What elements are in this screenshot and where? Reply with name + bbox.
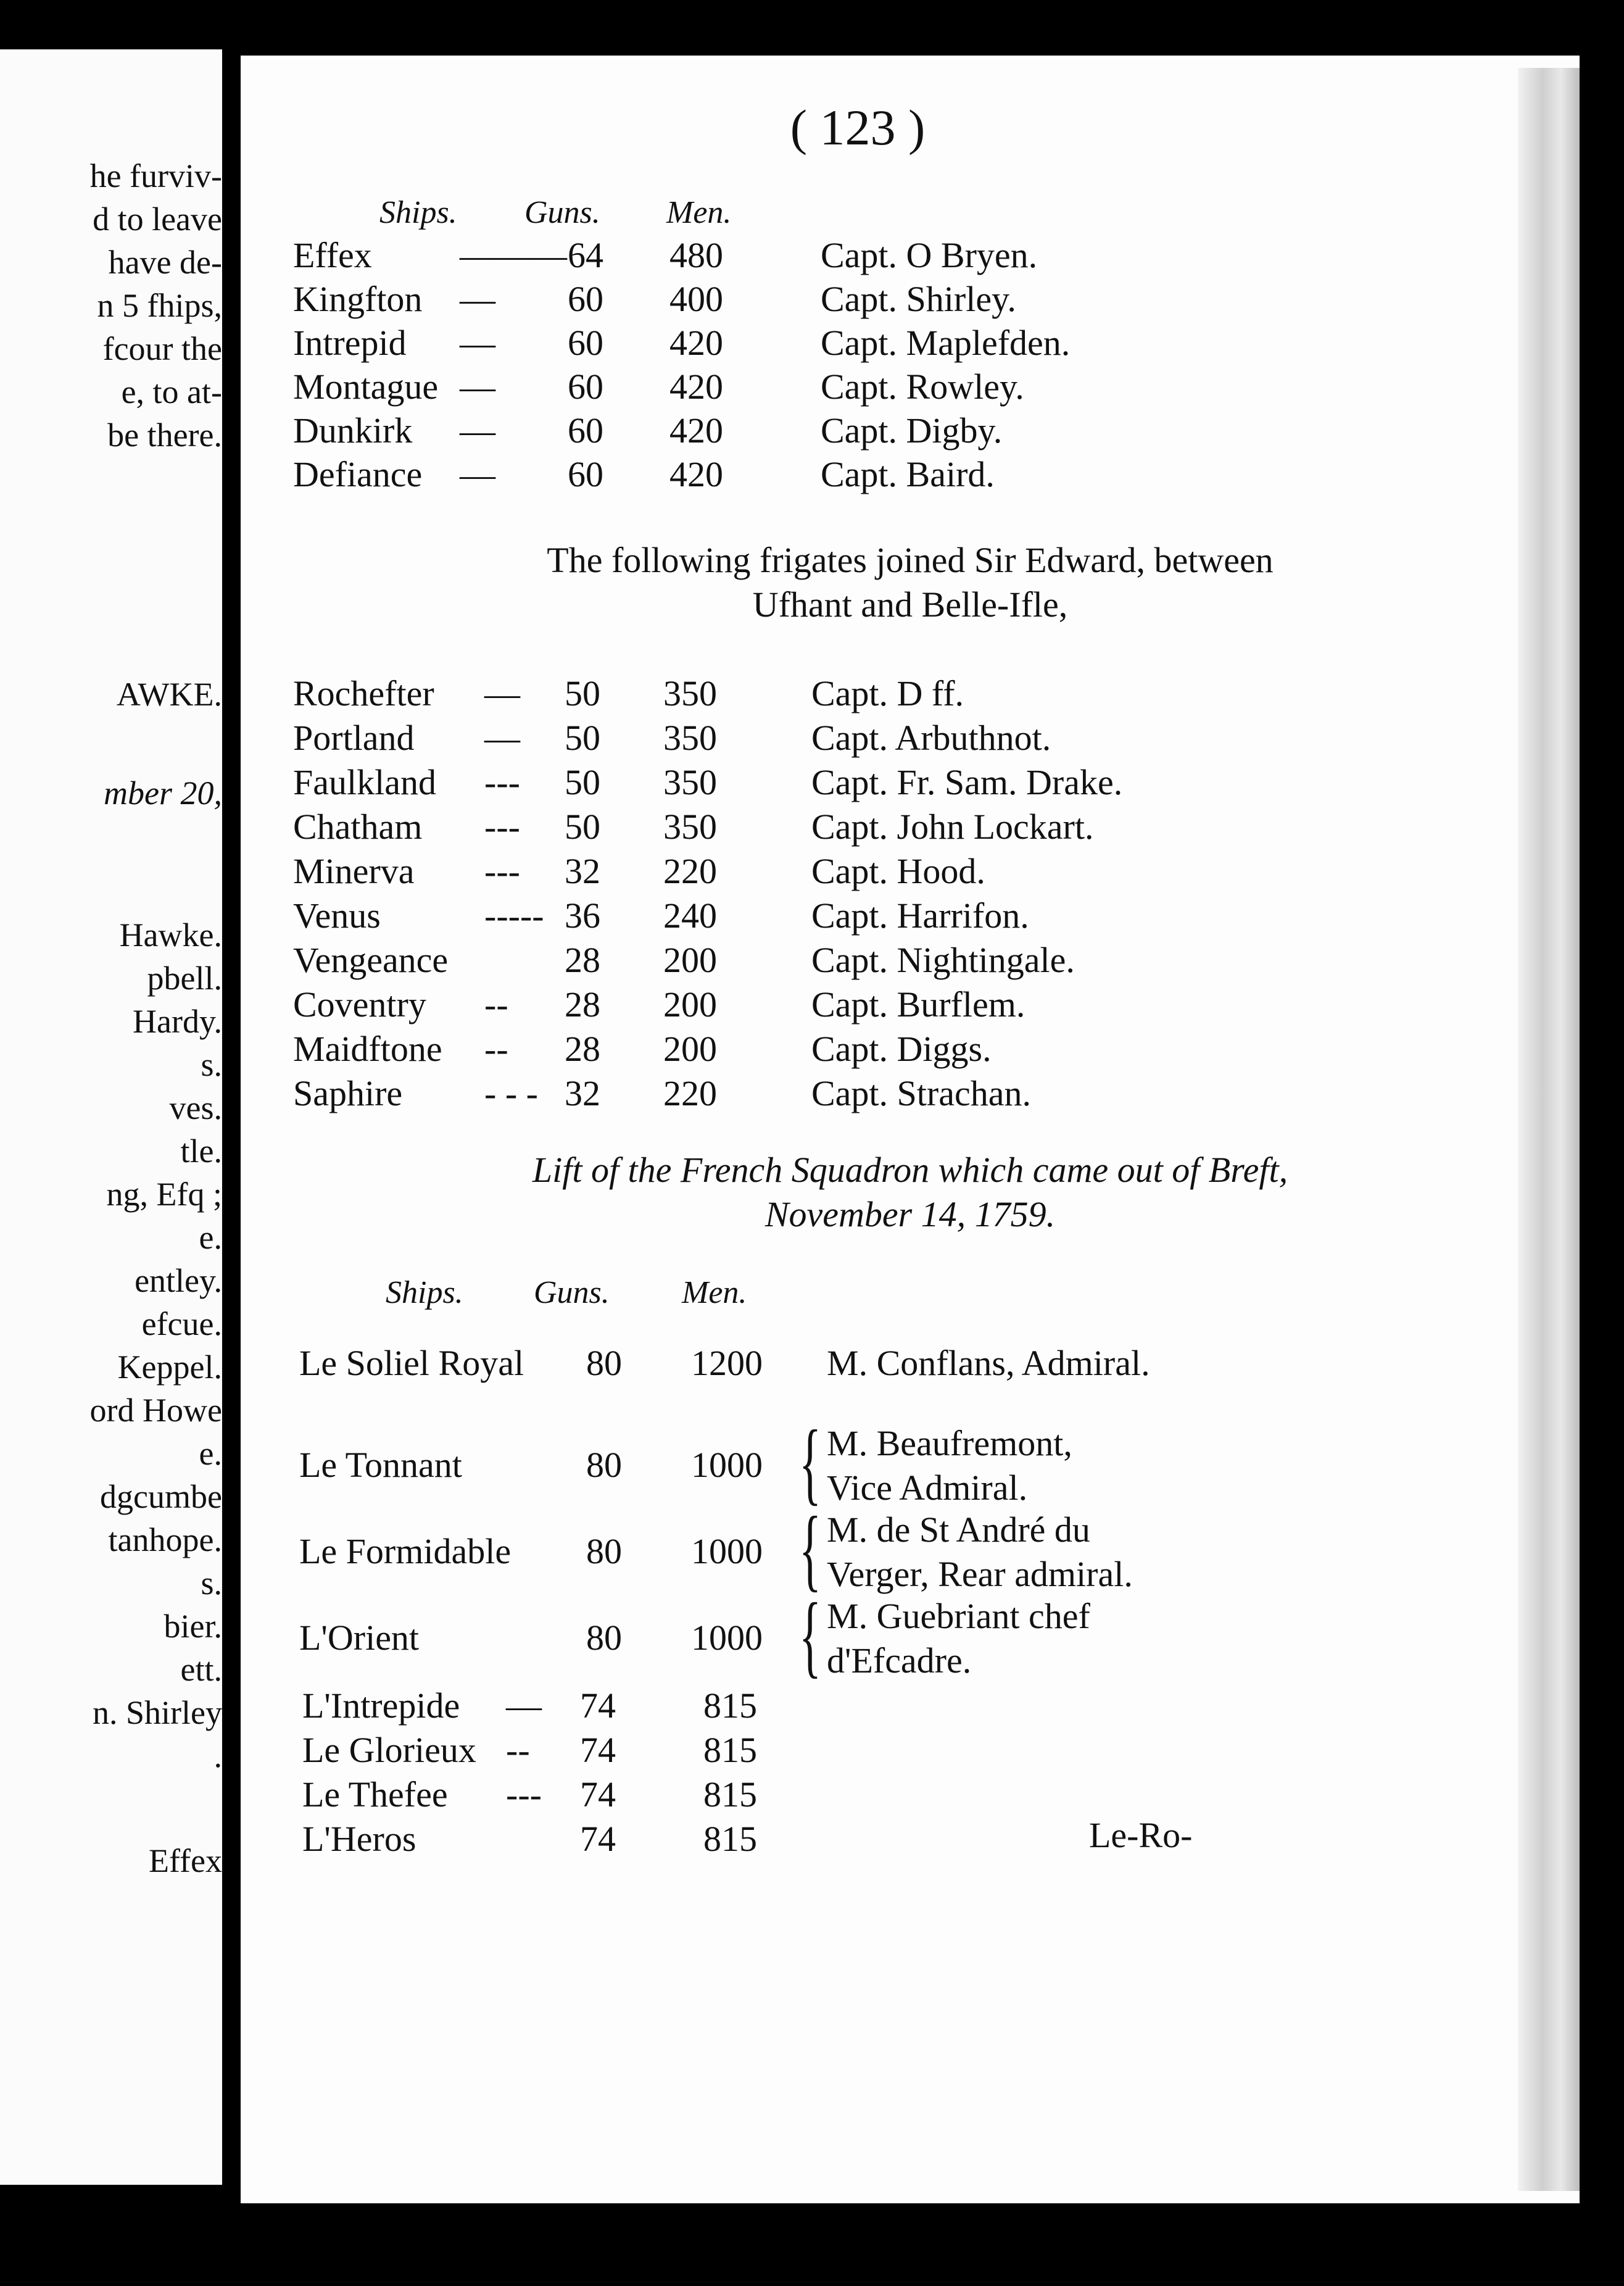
- ship-men: 480: [669, 235, 723, 275]
- ship-dash: - - -: [484, 1073, 538, 1113]
- header2-ships: Ships.: [386, 1275, 463, 1310]
- ship-guns: 50: [565, 673, 600, 713]
- header2-guns: Guns.: [534, 1275, 610, 1310]
- ship-name: Le Formidable: [299, 1531, 512, 1571]
- ship-captain: Capt. Burflem.: [811, 984, 1025, 1025]
- ship-name: Kingfton: [293, 279, 423, 319]
- left-fragment-line: Effex: [149, 1842, 222, 1879]
- catchword: Le-Ro-: [1089, 1815, 1193, 1855]
- ship-guns: 80: [586, 1343, 622, 1383]
- ship-name: Faulkland: [293, 762, 436, 802]
- brace-mark: {: [799, 1411, 821, 1514]
- ship-dash: ---: [484, 762, 520, 802]
- left-fragment-line: tanhope.: [108, 1521, 222, 1558]
- left-fragment-line: ves.: [169, 1089, 222, 1126]
- ship-men: 1000: [691, 1445, 763, 1485]
- ship-guns: 74: [580, 1774, 616, 1814]
- english-ship-row: [293, 454, 1527, 498]
- ship-captain: Capt. Maplefden.: [821, 323, 1071, 363]
- ship-guns: 74: [580, 1819, 616, 1859]
- ship-men: 200: [663, 984, 717, 1025]
- frigate-row: [293, 673, 1527, 717]
- ship-guns: 50: [565, 807, 600, 847]
- ship-name: L'Orient: [299, 1618, 420, 1658]
- left-fragment-line: s.: [201, 1565, 222, 1602]
- french-intro-line-2: November 14, 1759.: [764, 1194, 1056, 1234]
- ship-name: Defiance: [293, 454, 423, 494]
- left-fragment-line: e.: [199, 1219, 222, 1256]
- left-fragment-line: ord Howe: [89, 1392, 222, 1429]
- ship-dash: —: [460, 410, 495, 451]
- ship-dash: —: [460, 454, 495, 494]
- officer-note-line-1: M. Beaufremont,: [827, 1423, 1072, 1463]
- ship-name: Venus: [293, 896, 381, 936]
- left-fragment-line: e.: [199, 1435, 222, 1472]
- ship-guns: 32: [565, 1073, 600, 1113]
- left-fragment-line: n 5 fhips,: [97, 287, 222, 324]
- left-fragment-line: entley.: [135, 1262, 222, 1299]
- left-fragment-line: ng, Efq ;: [106, 1176, 222, 1213]
- ship-name: Saphire: [293, 1073, 403, 1113]
- english-ship-row: [293, 410, 1527, 454]
- ship-men: 420: [669, 323, 723, 363]
- left-fragment-line: d to leave: [93, 201, 222, 238]
- ship-men: 350: [663, 807, 717, 847]
- ship-men: 815: [703, 1774, 757, 1814]
- officer-note-line-2: Verger, Rear admiral.: [827, 1554, 1133, 1594]
- ship-guns: 60: [568, 410, 603, 451]
- ship-dash: ---: [484, 851, 520, 891]
- ship-dash: ---: [506, 1774, 542, 1814]
- ship-captain: Capt. Arbuthnot.: [811, 718, 1051, 758]
- ship-name: Chatham: [293, 807, 423, 847]
- ship-captain: Capt. O Bryen.: [821, 235, 1038, 275]
- english-ship-row: [293, 278, 1527, 323]
- ship-name: Le Thefee: [302, 1774, 448, 1814]
- officer-note-line-2: d'Efcadre.: [827, 1640, 972, 1681]
- left-fragment-line: e, to at-: [121, 373, 222, 410]
- ship-dash: —: [484, 673, 520, 713]
- ship-name: Coventry: [293, 984, 426, 1025]
- header2-men: Men.: [682, 1275, 747, 1310]
- ship-guns: 74: [580, 1730, 616, 1770]
- french-intro-line-1: Lift of the French Squadron which came out of Breft,: [532, 1150, 1288, 1190]
- ship-name: Portland: [293, 718, 415, 758]
- ship-men: 350: [663, 718, 717, 758]
- english-ship-row: [293, 322, 1527, 367]
- ship-men: 200: [663, 1029, 717, 1069]
- ship-captain: Capt. Baird.: [821, 454, 995, 494]
- ship-dash: -----: [484, 896, 544, 936]
- left-fragment-line: dgcumbe: [100, 1478, 222, 1515]
- frigate-row: [293, 1073, 1527, 1117]
- ship-guns: 80: [586, 1618, 622, 1658]
- ship-guns: 36: [565, 896, 600, 936]
- left-fragment-line: have de-: [108, 244, 222, 281]
- left-fragment-line: fcour the: [102, 330, 222, 367]
- ship-captain: Capt. Nightingale.: [811, 940, 1075, 980]
- ship-men: 220: [663, 1073, 717, 1113]
- right-page: [241, 56, 1580, 2203]
- left-fragment-line: pbell.: [147, 960, 222, 997]
- officer-note-line-1: M. Guebriant chef: [827, 1596, 1090, 1636]
- ship-men: 200: [663, 940, 717, 980]
- ship-guns: 60: [568, 279, 603, 319]
- ship-guns: 28: [565, 984, 600, 1025]
- brace-mark: {: [799, 1584, 821, 1687]
- ship-captain: Capt. John Lockart.: [811, 807, 1094, 847]
- ship-guns: 28: [565, 940, 600, 980]
- ship-guns: 60: [568, 323, 603, 363]
- left-fragment-line: be there.: [107, 417, 222, 454]
- ship-captain: Capt. Harrifon.: [811, 896, 1029, 936]
- ship-men: 1200: [691, 1343, 763, 1383]
- left-fragment-line: AWKE.: [116, 676, 222, 713]
- ship-captain: Capt. Hood.: [811, 851, 985, 891]
- left-fragment-line: s.: [201, 1046, 222, 1083]
- ship-name: Minerva: [293, 851, 415, 891]
- page-edge: [1518, 68, 1580, 2191]
- ship-guns: 60: [568, 454, 603, 494]
- officer-note-line-1: M. de St André du: [827, 1510, 1090, 1550]
- ship-name: Rochefter: [293, 673, 434, 713]
- ship-men: 350: [663, 673, 717, 713]
- ship-name: Montague: [293, 367, 439, 407]
- page-number: ( 123 ): [790, 99, 926, 156]
- ship-dash: —: [484, 718, 520, 758]
- left-page-fragment: [0, 49, 222, 2185]
- left-fragment-line: efcue.: [141, 1305, 222, 1342]
- english-ship-row: [293, 366, 1527, 410]
- frigates-intro-line-1: The following frigates joined Sir Edward, between: [547, 540, 1274, 580]
- ship-name: L'Intrepide: [302, 1685, 460, 1726]
- frigate-row: [293, 717, 1527, 762]
- ship-men: 1000: [691, 1618, 763, 1658]
- frigates-intro-line-2: Ufhant and Belle-Ifle,: [752, 584, 1068, 625]
- ship-captain: Capt. Strachan.: [811, 1073, 1031, 1113]
- frigate-row: [293, 984, 1527, 1028]
- ship-name: Dunkirk: [293, 410, 413, 451]
- english-ship-row: [293, 235, 1527, 279]
- left-fragment-line: Keppel.: [117, 1349, 222, 1386]
- left-fragment-line: tle.: [180, 1133, 222, 1170]
- ship-name: Le Soliel Royal: [299, 1343, 524, 1383]
- ship-dash: ---: [484, 807, 520, 847]
- ship-men: 420: [669, 367, 723, 407]
- ship-guns: 50: [565, 762, 600, 802]
- ship-guns: 74: [580, 1685, 616, 1726]
- ship-dash: —: [460, 279, 495, 319]
- ship-captain: Capt. D ff.: [811, 673, 964, 713]
- ship-men: 1000: [691, 1531, 763, 1571]
- ship-name: Le Glorieux: [302, 1730, 476, 1770]
- ship-men: 420: [669, 454, 723, 494]
- header-men: Men.: [666, 195, 732, 230]
- ship-dash: —: [506, 1685, 542, 1726]
- ship-guns: 50: [565, 718, 600, 758]
- left-fragment-line: Hardy.: [133, 1003, 222, 1040]
- ship-name: Maidftone: [293, 1029, 442, 1069]
- ship-name: Intrepid: [293, 323, 407, 363]
- header-ships: Ships.: [379, 195, 457, 230]
- french-74-row: [302, 1685, 981, 1729]
- ship-dash: --: [484, 1029, 508, 1069]
- frigate-row: [293, 939, 1527, 984]
- ship-name: Effex: [293, 235, 372, 275]
- left-fragment-line: bier.: [164, 1608, 222, 1645]
- ship-dash: —: [460, 367, 495, 407]
- french-74-row: [302, 1818, 981, 1863]
- ship-men: 400: [669, 279, 723, 319]
- ship-name: Vengeance: [293, 940, 449, 980]
- frigate-row: [293, 762, 1527, 806]
- ship-name: Le Tonnant: [299, 1445, 462, 1485]
- ship-men: 220: [663, 851, 717, 891]
- ship-dash: --: [506, 1730, 530, 1770]
- ship-men: 815: [703, 1819, 757, 1859]
- ship-men: 350: [663, 762, 717, 802]
- ship-guns: 28: [565, 1029, 600, 1069]
- officer-note-line-2: Vice Admiral.: [827, 1468, 1028, 1508]
- ship-dash: —: [460, 323, 495, 363]
- ship-guns: 32: [565, 851, 600, 891]
- header-guns: Guns.: [524, 195, 600, 230]
- ship-name: L'Heros: [302, 1819, 416, 1859]
- ship-men: 815: [703, 1730, 757, 1770]
- ship-men: 815: [703, 1685, 757, 1726]
- ship-dash: ———: [460, 235, 567, 275]
- left-fragment-line: he furviv-: [89, 157, 222, 194]
- french-74-row: [302, 1729, 981, 1774]
- left-fragment-line: n. Shirley: [93, 1694, 222, 1731]
- left-fragment-line: ett.: [180, 1651, 222, 1688]
- french-74-row: [302, 1774, 981, 1818]
- left-fragment-line: .: [213, 1737, 222, 1774]
- ship-captain: Capt. Rowley.: [821, 367, 1024, 407]
- ship-men: 420: [669, 410, 723, 451]
- ship-captain: Capt. Diggs.: [811, 1029, 992, 1069]
- ship-guns: 60: [568, 367, 603, 407]
- left-fragment-line: Hawke.: [119, 916, 222, 954]
- ship-captain: Capt. Shirley.: [821, 279, 1016, 319]
- ship-men: 240: [663, 896, 717, 936]
- frigate-row: [293, 1028, 1527, 1073]
- ship-captain: Capt. Digby.: [821, 410, 1003, 451]
- ship-dash: --: [484, 984, 508, 1025]
- brace-mark: {: [799, 1498, 821, 1600]
- ship-captain: Capt. Fr. Sam. Drake.: [811, 762, 1123, 802]
- frigate-row: [293, 806, 1527, 850]
- officer-note-line-1: M. Conflans, Admiral.: [827, 1343, 1150, 1383]
- left-fragment-line: mber 20,: [104, 775, 222, 812]
- frigate-row: [293, 895, 1527, 939]
- ship-guns: 80: [586, 1531, 622, 1571]
- ship-guns: 80: [586, 1445, 622, 1485]
- ship-guns: 64: [568, 235, 603, 275]
- frigate-row: [293, 850, 1527, 895]
